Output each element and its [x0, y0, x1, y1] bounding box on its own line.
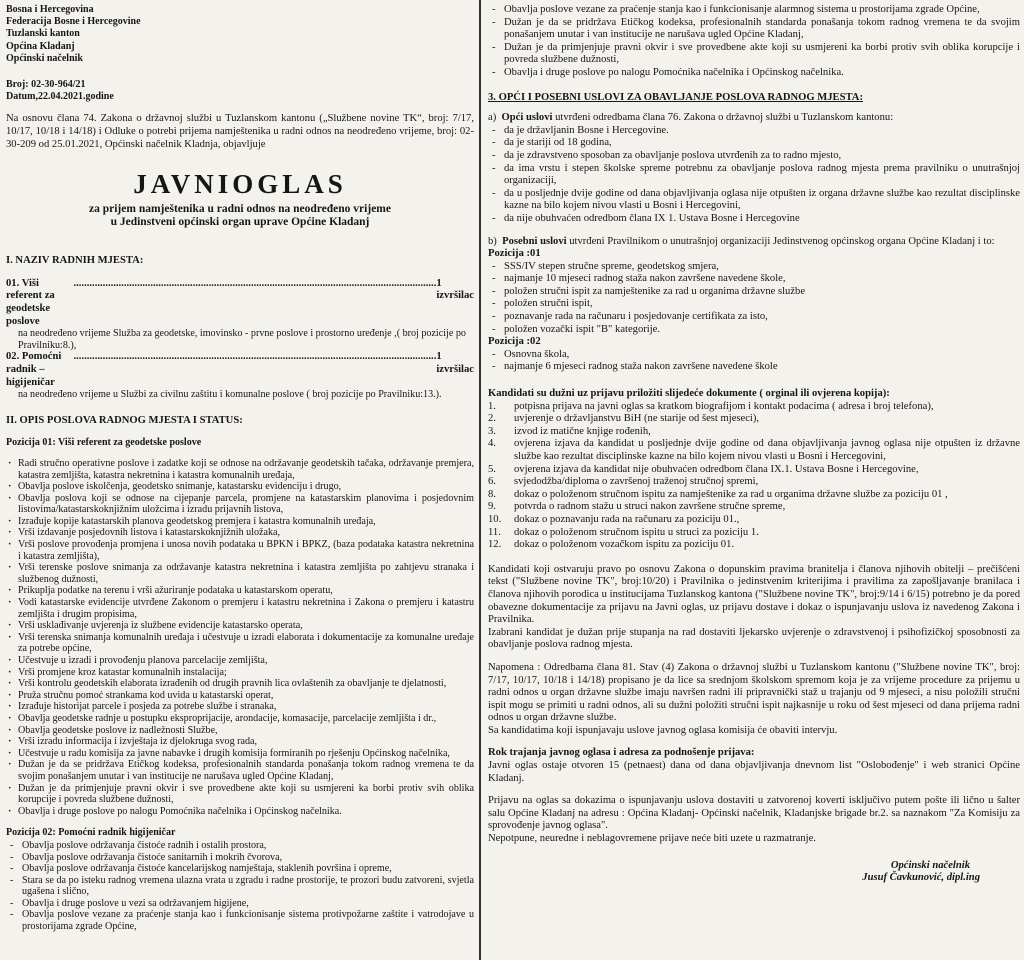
list-item: - Obavlja poslove održavanja čistoće sanitarnih i mokrih čvorova, — [6, 852, 474, 864]
list-item: · Obavlja poslove iskolčenja, geodetsko snimanje, katastarsku evidenciju i drugo, — [6, 481, 474, 493]
list-item — [488, 489, 1020, 502]
list-item: - Obavlja poslove vezane za praćenje stanja kao i funkcionisanje sistema protivpožarne zaštite i vatrodojave u prostorijama zgrade Općine, — [6, 909, 474, 932]
item-number: 4. — [488, 438, 496, 450]
list-item: - Osnovna škola, — [488, 349, 1020, 362]
section-2-heading: II. OPIS POSLOVA RADNOG MJESTA I STATUS: — [6, 414, 243, 426]
list-item: · Obavlja geodetske radnje u postupku eksproprijacije, arondacije, komasacije, parcelacije zemljišta i dr., — [6, 713, 474, 725]
documents-heading: Kandidati su dužni uz prijavu priložiti slijedeće dokumente ( orginal ili ovjerena kopija): — [488, 388, 890, 400]
list-item: - da je stariji od 18 godina, — [488, 137, 1020, 150]
item-text: ovjerena izjava da kandidat u posljednje dvije godine od dana objavljivanja javnog oglasa nije otpušten iz državne službe kao rezultat disciplinske kazne na bilo kojem nivou vlasti u Bosni i Hercegovini, — [514, 438, 1020, 462]
documents-list — [488, 401, 1020, 552]
reference-number: Broj: 02-30-964/21 — [6, 79, 86, 91]
item-number: 9. — [488, 501, 496, 513]
list-item — [488, 401, 1020, 414]
list-item: · Učestvuje u izradi i provođenju planova parcelacije zemljišta, — [6, 655, 474, 667]
deadline-paragraph: Javni oglas ostaje otvoren 15 (petnaest) dana od dana objavljivanja dnevnom list "Oslobođenje" i web stranici Općine Kladanj. — [488, 760, 1020, 784]
list-item: · Učestvuje u radu komisija za javne nabavke i drugih komisija formiranih po rješenju Općinskog načelnika, — [6, 748, 474, 760]
signature-role: Općinski načelnik — [890, 859, 970, 871]
list-item: · Radi stručno operativne poslove i zadatke koji se odnose na održavanje geodetskih tačaka, održavanje premjera, katastra zemljišta, katastra nekretnina i katastra komunalnih uređaja, — [6, 458, 474, 481]
list-item — [488, 501, 1020, 514]
issuer-header — [6, 4, 474, 103]
list-item: · Prikuplja podatke na terenu i vrši ažuriranje podataka u katastarskom operatu, — [6, 585, 474, 597]
leader-dots: ......................................................................................................................................... — [70, 351, 437, 363]
item-number: 10. — [488, 513, 502, 525]
position-2-duties-list — [6, 840, 474, 933]
list-item: - najmanje 10 mjeseci radnog staža nakon završene navedene škole, — [488, 273, 1020, 286]
list-item: · Vrši terenske poslove snimanja za održavanje katastra nekretnina i katastra zemljišta po zahtjevu stranaka i službenog dužnosti, — [6, 562, 474, 585]
list-item: - da je državljanin Bosne i Hercegovine. — [488, 125, 1020, 138]
position-2-count: 1 izvršilac — [436, 351, 474, 375]
list-item — [488, 413, 1020, 426]
list-item: - poznavanje rada na računaru i posjedovanje certifikata za isto, — [488, 311, 1020, 324]
list-item: - Obavlja i druge poslove po nalogu Pomoćnika načelnika i Općinskog načelnika. — [488, 67, 1020, 80]
left-column — [6, 4, 474, 933]
subtitle-line-2: u Jedinstveni općinski organ uprave Općine Kladanj — [110, 216, 370, 229]
list-item: - SSS/IV stepen stručne spreme, geodetskog smjera, — [488, 261, 1020, 274]
general-conditions-label: Opći uslovi — [501, 112, 553, 124]
item-number: 12. — [488, 539, 502, 551]
list-item: - položen vozački ispit "B" kategorije. — [488, 324, 1020, 337]
header-line: Federacija Bosne i Hercegovine — [6, 16, 141, 28]
position-2-line — [6, 351, 474, 389]
deadline-heading: Rok trajanja javnog oglasa i adresa za podnošenje prijava: — [488, 747, 755, 759]
position-2-name: 02. Pomoćni radnik –higijeničar — [6, 351, 62, 388]
list-item: · Vrši kontrolu geodetskih elaborata izrađenih od drugih pravnih lica ovlaštenih za obavljanje te djelatnosti, — [6, 678, 474, 690]
list-item: · Vrši poslove provođenja promjena i unosa novih podataka u BPKN i BPKZ, (baza podataka katastra nekretnina i katastra zemljišta), — [6, 539, 474, 562]
section-1-heading: I. NAZIV RADNIH MJESTA: — [6, 255, 144, 267]
item-text: dokaz o položenom stručnom ispitu u struci za poziciju 1. — [514, 526, 759, 538]
list-item: - da u posljednje dvije godine od dana objavljivanja oglasa nije otpušten iz organa državne službe kao rezultat disciplinske kazne na bilo kojem nivou vlasti u Bosni i Hercegovini, — [488, 188, 1020, 213]
list-item: - Stara se da po isteku radnog vremena ulazna vrata u zgradu i radne prostorije, te prozori budu zatvoreni, svjetla ugašena i slično, — [6, 875, 474, 898]
column-divider — [479, 0, 481, 960]
header-line: Općina Kladanj — [6, 40, 75, 52]
special-conditions — [488, 236, 1020, 249]
item-number: 3. — [488, 425, 496, 437]
list-item — [488, 527, 1020, 540]
item-text: dokaz o položenom vozačkom ispitu za poziciju 01. — [514, 539, 735, 551]
pozicija-01-list — [488, 261, 1020, 337]
special-conditions-label: Posebni uslovi — [502, 235, 567, 247]
list-item: · Vrši promjene kroz katastar komunalnih instalacija; — [6, 667, 474, 679]
list-item: - Obavlja poslove održavanja čistoće kancelarijskog namještaja, staklenih površina i opreme, — [6, 863, 474, 875]
item-text: dokaz o položenom stručnom ispitu za namještenike za rad u organima državne službe za poziciju 01 , — [514, 488, 948, 500]
list-item: · Dužan je da primjenjuje pravni okvir i sve provedbene akte koji su usmjereni ka borbi protiv svih oblika korupcije i povreda službene dužnosti, — [6, 783, 474, 806]
item-text: izvod iz matične knjige rođenih, — [514, 425, 651, 437]
list-item: · Obavlja geodetske poslove iz nadležnosti Službe, — [6, 725, 474, 737]
pozicija-02-heading: Pozicija :02 — [488, 336, 541, 348]
position-1-duties-heading: Pozicija 01: Viši referent za geodetske poslove — [6, 437, 202, 449]
leader-dots: ......................................................................................................................................... — [70, 277, 437, 289]
position-1-line — [6, 278, 474, 328]
list-item: · Obavlja poslova koji se odnose na cijepanje parcela, promjene na katastarskim planovima i posjedovnim listovima/katastarskoknjižnim uložcima i izradu prijavnih listova, — [6, 493, 474, 516]
position-1-duties-list — [6, 458, 474, 817]
list-item — [488, 426, 1020, 439]
pozicija-01-heading: Pozicija :01 — [488, 248, 541, 260]
list-item: · Vrši usklađivanje uvjerenja iz službene evidencije katastarsko operata, — [6, 620, 474, 632]
item-text: ovjerena izjava da kandidat nije obuhvaćen odredbom člana IX.1. Ustava Bosne i Hercegovine, — [514, 463, 919, 475]
veterans-paragraph: Kandidati koji ostvaruju pravo po osnovu Zakona o dopunskim pravima branitelja i članova njihovih obitelji – prečišćeni tekst ("Službene novine TK", broj:10/20) i Pravilnika o jedinstvenim kriterijima i pravilima za zapošljavanje branilaca i članova njihovih porodica u institucijama Tuzlanskog kantona ("Službene novine TK", broj:9/14 i 6/15) potrebno je da pored obavezne dokumentacije za prijavu na Javni oglas, uz prijavu dostave i dokaz o ispunjavanju uslova iz navedenog Zakona i Pravilnika. — [488, 563, 1020, 626]
list-item — [488, 464, 1020, 477]
list-item: · Pruža stručnu pomoć strankama kod uvida u katastarski operat, — [6, 690, 474, 702]
list-item: · Obavlja i druge poslove po nalogu Pomoćnika načelnika i Općinskog načelnika. — [6, 806, 474, 818]
selected-candidate-paragraph: Izabrani kandidat je dužan prije stupanja na rad dostaviti ljekarsko uvjerenje o zdravstvenoj i psihofizičkoj sposobnosti za obavljanje poslova radnog mjesta. — [488, 626, 1020, 651]
item-text: dokaz o poznavanju rada na računaru za poziciju 01., — [514, 513, 740, 525]
right-column — [488, 4, 1020, 885]
incomplete-paragraph: Nepotpune, neuredne i neblagovremene prijave neće biti uzete u razmatranje. — [488, 833, 816, 845]
list-item: · Izrađuje historijat parcele i posjeda za potrebe službe i stranaka, — [6, 701, 474, 713]
item-number: 2. — [488, 413, 496, 425]
header-line: Bosna i Hercegovina — [6, 4, 94, 15]
item-text: potvrda o radnom stažu u struci nakon završene stručne spreme, — [514, 501, 786, 513]
general-conditions-list — [488, 125, 1020, 226]
list-item: - najmanje 6 mjeseci radnog staža nakon završene navedene škole — [488, 361, 1020, 374]
interview-paragraph: Sa kandidatima koji ispunjavaju uslove javnog oglasa komisija će obaviti intervju. — [488, 724, 838, 736]
position-2-desc: na neodređeno vrijeme u Službi za civilnu zaštitu i komunalne poslove ( broj pozicije po Pravilniku:13.). — [18, 389, 442, 401]
item-number: 8. — [488, 488, 496, 500]
general-conditions-text: utvrđeni odredbama člana 76. Zakona o državnoj službi u Tuzlanskom kantonu: — [552, 112, 894, 124]
list-item: - da ima vrstu i stepen školske spreme potrebnu za obavljanje poslova radnog mjesta prema pravilniku o unutrašnjoj organizaciji, — [488, 163, 1020, 188]
list-item: - Obavlja poslove vezane za praćenje stanja kao i funkcionisanje alarmnog sistema u prostorijama zgrade Općine, — [488, 4, 1020, 17]
intro-paragraph: Na osnovu člana 74. Zakona o državnoj službi u Tuzlanskom kantonu („Službene novine TK“, broj: 7/17, 10/17, 10/18 i 14/18) i Odluke o potrebi prijema namještenika u radni odnos na neodređeno vrijeme, broj: 02-30-209 od 25.01.2021, Općinski načelnik Kladnja, objavljuje — [6, 113, 474, 150]
list-item — [488, 514, 1020, 527]
list-item: - Dužan je da se pridržava Etičkog kodeksa, profesionalnih standarda ponašanja tokom radnog vremena te da svojim ponašanjem unutar i van institucije ne narušava ugled Općine Kladanj, — [488, 17, 1020, 42]
item-number: 1. — [488, 400, 496, 412]
position-1-desc: na neodređeno vrijeme Služba za geodetske, imovinsko - prvne poslove i prostorno uređenje ,( broj pozicije po Pravilniku:8.), — [18, 328, 466, 351]
list-marker: a) — [488, 112, 497, 124]
item-text: svjedodžba/diploma o završenoj traženoj stručnoj spremi, — [514, 476, 759, 488]
list-item — [488, 438, 1020, 463]
list-item: · Vrši terenska snimanja komunalnih uređaja i učestvuje u izradi elaborata i dokumentacije za komunalne uređaje za potrebe općine, — [6, 632, 474, 655]
section-3-heading: 3. OPĆI I POSEBNI USLOVI ZA OBAVLJANJE POSLOVA RADNOG MJESTA: — [488, 91, 863, 103]
list-item: - Obavlja poslove održavanja čistoće radnih i ostalih prostora, — [6, 840, 474, 852]
item-number: 5. — [488, 463, 496, 475]
item-number: 6. — [488, 476, 496, 488]
list-item: - Dužan je da primjenjuje pravni okvir i sve provedbene akte koji su usmjereni ka borbi protiv svih oblika korupcije i povreda službene dužnosti, — [488, 42, 1020, 67]
list-item: · Vrši izradu informacija i izvještaja iz djelokruga svog rada, — [6, 736, 474, 748]
general-conditions — [488, 112, 1020, 125]
list-item: · Vodi katastarske evidencije utvrđene Zakonom o premjeru i katastru nekretnina i Zakona o premjeru i katastru zemljišta i drugim propisima, — [6, 597, 474, 620]
document-title: JAVNIOGLAS — [133, 169, 347, 200]
list-item: · Dužan je da se pridržava Etičkog kodeksa, profesionalnih standarda ponašanja tokom radnog vremena te da svojim ponašanjem unutar i van institucije ne narušava ugled Općine Kladanj, — [6, 759, 474, 782]
item-text: uvjerenje o državljanstvu BiH (ne starije od šest mjeseci), — [514, 413, 760, 425]
position-2-duties-heading: Pozicija 02: Pomoćni radnik higijeničar — [6, 827, 176, 839]
list-item: · Izrađuje kopije katastarskih planova geodetskog premjera i katastra komunalnih uređaja, — [6, 516, 474, 528]
position-1-count: 1 izvršilac — [436, 277, 474, 302]
note-paragraph: Napomena : Odredbama člana 81. Stav (4) Zakona o državnoj službi u Tuzlanskom kantonu ("Službene novine TK", broj: 7/17, 10/17, 10/18 i 14/18) propisano je da lice sa srednjom školskom spremom koja je za vrijeme procedure za prijemu u radni odnos u organ državne službe imaju navršen radni ili pripravnički staž u trajanju od 9 mjeseci, a nisu položili stručni ispit mogu se primiti u radni odnos, ali su dužni položiti stručni ispit najkasnije u roku od šest mjeseci od dana prijema radni odnos u organ državne službe. — [488, 661, 1020, 724]
subtitle-line-1: za prijem namještenika u radni odnos na neodređeno vrijeme — [89, 203, 391, 216]
signature-name: Jusuf Čavkunović, dipl.ing — [862, 872, 980, 884]
list-item: · Vrši izdavanje posjedovnih listova i katastarskoknjižnih uložaka, — [6, 527, 474, 539]
list-item: - položen stručni ispit za namještenike za rad u organima državne službe — [488, 286, 1020, 299]
delivery-paragraph: Prijavu na oglas sa dokazima o ispunjavanju uslova dostaviti u zatvorenoj koverti isključivo putem pošte ili lično u šalter salu Općine Kladanj na adresu : Općina Kladanj- Općinski načelnik, Kladanjske brigade br.2. sa naznakom "Za Komisiju za sprovođenje javnog oglasa". — [488, 795, 1020, 832]
header-line: Općinski načelnik — [6, 52, 83, 64]
pozicija-02-list — [488, 349, 1020, 374]
item-text: potpisna prijava na javni oglas sa kratkom biografijom i kontakt podacima ( adresa i broj telefona), — [514, 400, 934, 412]
list-item — [488, 476, 1020, 489]
item-number: 11. — [488, 526, 501, 538]
list-item: - da je zdravstveno sposoban za obavljanje poslova utvrđenih za to radno mjesto, — [488, 150, 1020, 163]
header-line: Tuzlanski kanton — [6, 28, 80, 40]
list-item — [488, 539, 1020, 552]
list-item: - da nije obuhvaćen odredbom člana IX 1. Ustava Bosne i Hercegovine — [488, 213, 1020, 226]
issue-date: Datum,22.04.2021.godine — [6, 91, 114, 103]
list-item: - Obavlja i druge poslove u vezi sa održavanjem higijene, — [6, 898, 474, 910]
position-2-duties-continued — [488, 4, 1020, 80]
position-1-name: 01. Viši referent za geodetske poslove — [6, 277, 55, 327]
special-conditions-text: utvrđeni Pravilnikom o unutrašnjoj organizaciji Jedinstvenog općinskog organa Općine Kladanj i to: — [566, 235, 995, 247]
list-marker: b) — [488, 235, 497, 247]
list-item: - položen stručni ispit, — [488, 298, 1020, 311]
